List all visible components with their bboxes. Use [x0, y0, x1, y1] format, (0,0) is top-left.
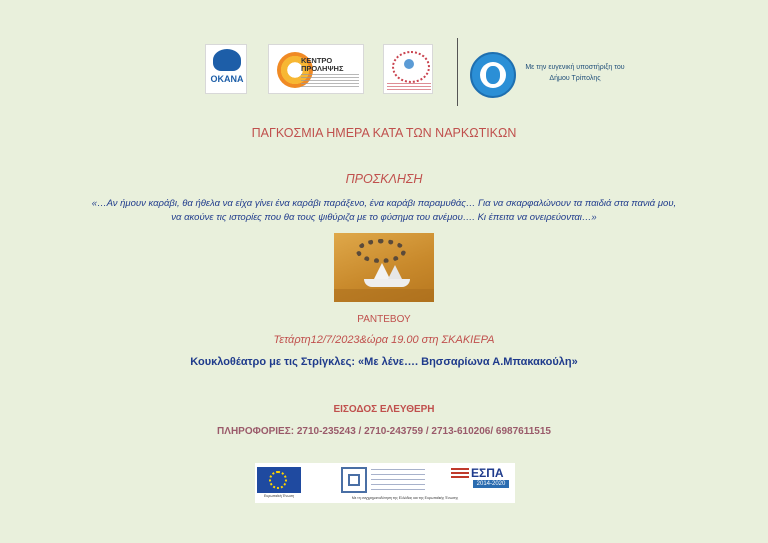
- invitation-heading: ΠΡΟΣΚΛΗΣΗ: [345, 172, 423, 186]
- espa-footer-banner: [255, 463, 515, 503]
- espa-logo: [451, 466, 513, 492]
- kentro-prolipsis-logo: [268, 44, 364, 94]
- puppet-show-title: Κουκλοθέατρο με τις Στρίγκλες: «Με λένε…. Βησσαρίωνα Α.Μπακακούλη»: [190, 356, 578, 368]
- free-entry-label: ΕΙΣΟΔΟΣ ΕΛΕΥΘΕΡΗ: [333, 404, 435, 415]
- network-logo: [383, 44, 433, 94]
- flag-stripes-icon: [451, 468, 469, 480]
- espa-caption: Με τη συγχρηματοδότηση της Ελλάδας και της Ευρωπαϊκής Ένωσης: [351, 496, 459, 500]
- okana-mark-icon: [213, 49, 241, 71]
- header-divider: [457, 38, 458, 106]
- okana-logo: [205, 44, 247, 94]
- tripoli-municipality-seal: [470, 52, 516, 98]
- okana-logo-text: OKANA: [210, 74, 244, 84]
- quote-text: [0, 197, 768, 225]
- boat-icon: [364, 279, 410, 287]
- region-logo-icon: [341, 467, 367, 493]
- eu-caption: Ευρωπαϊκή Ένωση: [263, 494, 295, 498]
- center-dot-icon: [404, 59, 414, 69]
- region-logo-text: [371, 469, 425, 491]
- portrait-icon: [486, 66, 500, 84]
- event-date: Τετάρτη12/7/2023&ώρα 19.00 στη ΣΚΑΚΙΕΡΑ: [273, 334, 495, 346]
- kentro-logo-line1: ΚΕΝΤΡΟ: [301, 56, 333, 65]
- network-logo-caption: [387, 83, 431, 91]
- quote-line-2: να ακούνε τις ιστορίες που θα τους ψιθύριζα με το φύσημα του ανέμου…. Κι έπειτα να ονειρεύονται…»: [171, 212, 597, 223]
- espa-logo-text: ΕΣΠΑ: [471, 466, 504, 480]
- kentro-logo-line2: ΠΡΟΛΗΨΗΣ: [301, 64, 344, 73]
- espa-years: 2014-2020: [473, 480, 509, 488]
- eu-flag-icon: [257, 467, 301, 493]
- info-phones: ΠΛΗΡΟΦΟΡΙΕΣ: 2710-235243 / 2710-243759 / 2713-610206/ 6987611515: [217, 426, 551, 437]
- quote-line-1: «…Αν ήμουν καράβι, θα ήθελα να είχα γίνει ένα καράβι παράξενο, ένα καράβι παραμυθάς… Για να σκαρφαλώνουν τα παιδιά στα πανιά μου,: [91, 198, 677, 209]
- page-title: ΠΑΓΚΟΣΜΙΑ ΗΜΕΡΑ ΚΑΤΑ ΤΩΝ ΝΑΡΚΩΤΙΚΩΝ: [251, 126, 517, 140]
- kentro-logo-fineprint: [301, 74, 359, 88]
- rendezvous-label: ΡΑΝΤΕΒΟΥ: [357, 314, 411, 325]
- stars-icon: [269, 471, 287, 489]
- sail-icon: [388, 265, 402, 279]
- wreath-icon: [356, 239, 406, 263]
- boat-painting-image: [334, 233, 434, 302]
- support-text: Με την ευγενική υποστήριξη του Δήμου Τρίπολης: [525, 64, 625, 82]
